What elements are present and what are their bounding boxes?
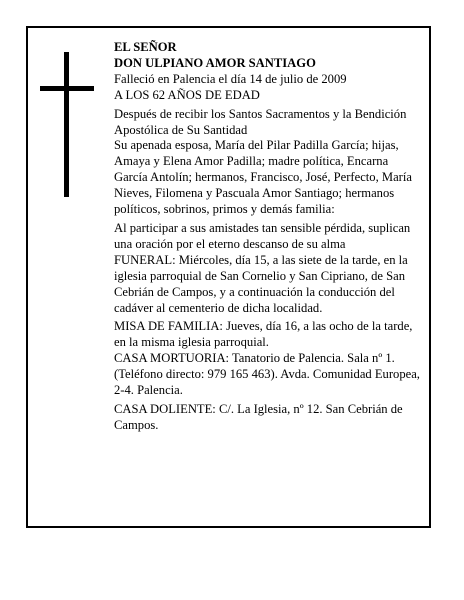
obituary-text-block (114, 40, 420, 434)
death-info: Falleció en Palencia el día 14 de julio de 2009 (114, 71, 347, 86)
mourning-house-paragraph: CASA DOLIENTE: C/. La Iglesia, nº 12. San Cebrián de Campos. (114, 401, 403, 432)
title-line-1: EL SEÑOR (114, 40, 177, 54)
sacraments-paragraph: Después de recibir los Santos Sacramentos y la Bendición Apostólica de Su Santidad (114, 106, 407, 137)
age-line: A LOS 62 AÑOS DE EDAD (114, 87, 260, 102)
request-paragraph: Al participar a sus amistades tan sensible pérdida, suplican una oración por el eterno descanso de su alma (114, 220, 411, 251)
family-paragraph: Su apenada esposa, María del Pilar Padilla García; hijas, Amaya y Elena Amor Padilla; madre política, Encarna García Antolín; hermanos, Francisco, José, Perfecto, María Nieves, Filomena y Pascuala Amor Santiago; hermanos políticos, sobrinos, primos y demás familia: (114, 138, 412, 217)
family-mass-paragraph: MISA DE FAMILIA: Jueves, día 16, a las ocho de la tarde, en la misma iglesia parroquial. (114, 319, 413, 350)
deceased-name: DON ULPIANO AMOR SANTIAGO (114, 55, 316, 70)
mortuary-paragraph: CASA MORTUORIA: Tanatorio de Palencia. Sala nº 1. (Teléfono directo: 979 165 463). Avda. Comunidad Europea, 2-4. Palencia. (114, 351, 420, 398)
cross-icon-crossbar (40, 86, 94, 91)
funeral-paragraph: FUNERAL: Miércoles, día 15, a las siete de la tarde, en la iglesia parroquial de San Cornelio y San Cipriano, de San Cebrián de Campos, y a continuación la conducción del cadáver al cementerio de dicha localidad. (114, 252, 408, 315)
cross-icon (64, 52, 69, 197)
